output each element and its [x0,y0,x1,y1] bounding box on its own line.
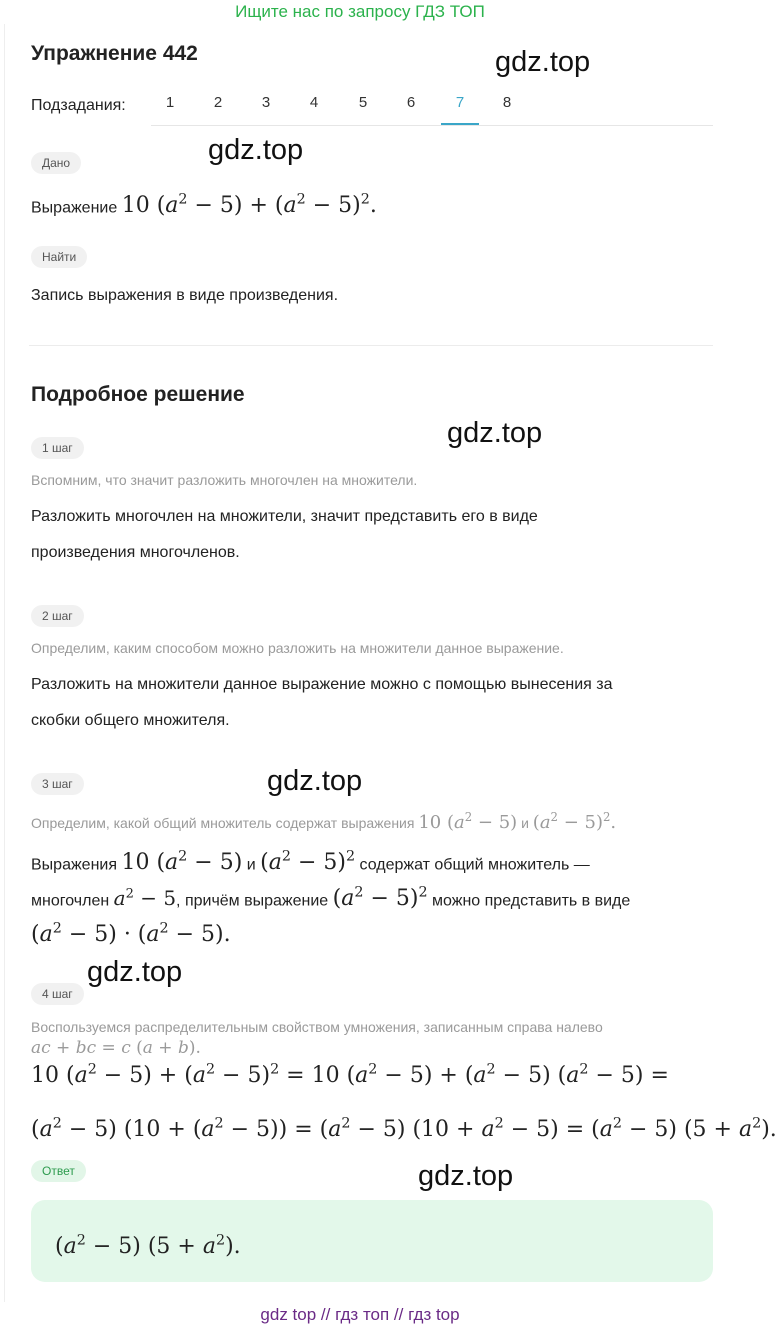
given-dot: . [369,193,377,219]
subtask-tab-5[interactable]: 5 [358,94,368,111]
exercise-card [4,24,777,1302]
subtask-tab-7[interactable]: 7 [441,94,479,125]
watermark: gdz.top [447,417,543,449]
given-label: Выражение [31,199,118,217]
step-2-hint: Определим, каким способом можно разложить на множители данное выражение. [31,640,564,656]
step-1-pill: 1 шаг [31,437,84,459]
watermark: gdz.top [87,956,183,988]
watermark: gdz.top [208,134,304,166]
step-3-text-a: Выражения [31,856,118,874]
watermark: gdz.top [495,46,591,78]
subtask-tab-2[interactable]: 2 [213,94,223,111]
answer-pill: Ответ [31,1160,86,1182]
subtasks-tabs [151,86,713,126]
answer-expression: $(a^2 - 5) (5 + a^2)$. [55,1233,241,1260]
page-title: Упражнение 442 [31,42,198,65]
given-expression: 10 $(a^2 - 5) + (a^2 - 5)^2$. [121,192,377,219]
step-3-text-and: и [246,856,256,874]
step-4-hint: Воспользуемся распределительным свойством умножения, записанным справа налево [31,1019,603,1035]
step-3-line-3: $(a^2 - 5) \cdot (a^2 - 5)$. [31,921,231,948]
step-3-line-1: Выражения 10 $(a^2 - 5)$ и $(a^2 - 5)^2$ содержат общий множитель — [31,849,590,876]
section-divider [29,345,713,346]
step-1-line-2: произведения многочленов. [31,544,240,561]
subtask-tab-6[interactable]: 6 [406,94,416,111]
step-3-text-e: можно представить в виде [432,892,631,910]
step-1-hint: Вспомним, что значит разложить многочлен на множители. [31,472,418,488]
find-pill: Найти [31,246,87,268]
step-2-line-2: скобки общего множителя. [31,712,230,729]
top-banner[interactable]: Ищите нас по запросу ГДЗ ТОП [235,2,485,21]
given-coefficient: 10 [121,193,150,219]
subtasks-label: Подзадания: [31,97,126,114]
subtask-tab-4[interactable]: 4 [309,94,319,111]
step-3-pill: 3 шаг [31,773,84,795]
watermark: gdz.top [267,765,363,797]
step-3-line-2: многочлен $a^2 - 5$, причём выражение $(a^2 - 5)^2$ можно представить в виде [31,885,631,912]
step-3-hint-text: Определим, какой общий множитель содержат выражения [31,815,415,831]
find-text: Запись выражения в виде произведения. [31,287,339,304]
step-3-text-b: содержат общий множитель — [359,856,590,874]
step-2-pill: 2 шаг [31,605,84,627]
given-text [31,189,377,219]
step-3-hint-and: и [521,815,529,831]
step-4-line-2: $(a^2 - 5) (10 + (a^2 - 5)) = (a^2 - 5) (10 + a^2 - 5) = (a^2 - 5) (5 + a^2)$. [31,1116,777,1143]
step-3-hint: Определим, какой общий множитель содержат выражения 10 $(a^2 - 5)$ и $(a^2 - 5)^2$. [31,810,617,833]
given-pill: Дано [31,152,81,174]
watermark: gdz.top [418,1160,514,1192]
answer-box [31,1200,713,1282]
step-4-line-1: 10 $(a^2 - 5) + (a^2 - 5)^2 = 10$ $(a^2 - 5) + (a^2 - 5) (a^2 - 5)$ = [31,1062,669,1089]
step-1-line-1: Разложить многочлен на множители, значит представить его в виде [31,508,538,525]
subtask-tab-8[interactable]: 8 [502,94,512,111]
solution-title: Подробное решение [31,383,245,406]
step-4-pill: 4 шаг [31,983,84,1005]
step-3-text-c: многочлен [31,892,110,910]
step-3-text-d: , причём выражение [176,892,329,910]
subtask-tab-3[interactable]: 3 [261,94,271,111]
footer-links[interactable]: gdz top // гдз топ // гдз top [260,1305,460,1324]
step-4-formula: ac + bc = c (a + b). [31,1038,201,1058]
step-2-line-1: Разложить на множители данное выражение можно с помощью вынесения за [31,676,613,693]
subtask-tab-1[interactable]: 1 [165,94,175,111]
